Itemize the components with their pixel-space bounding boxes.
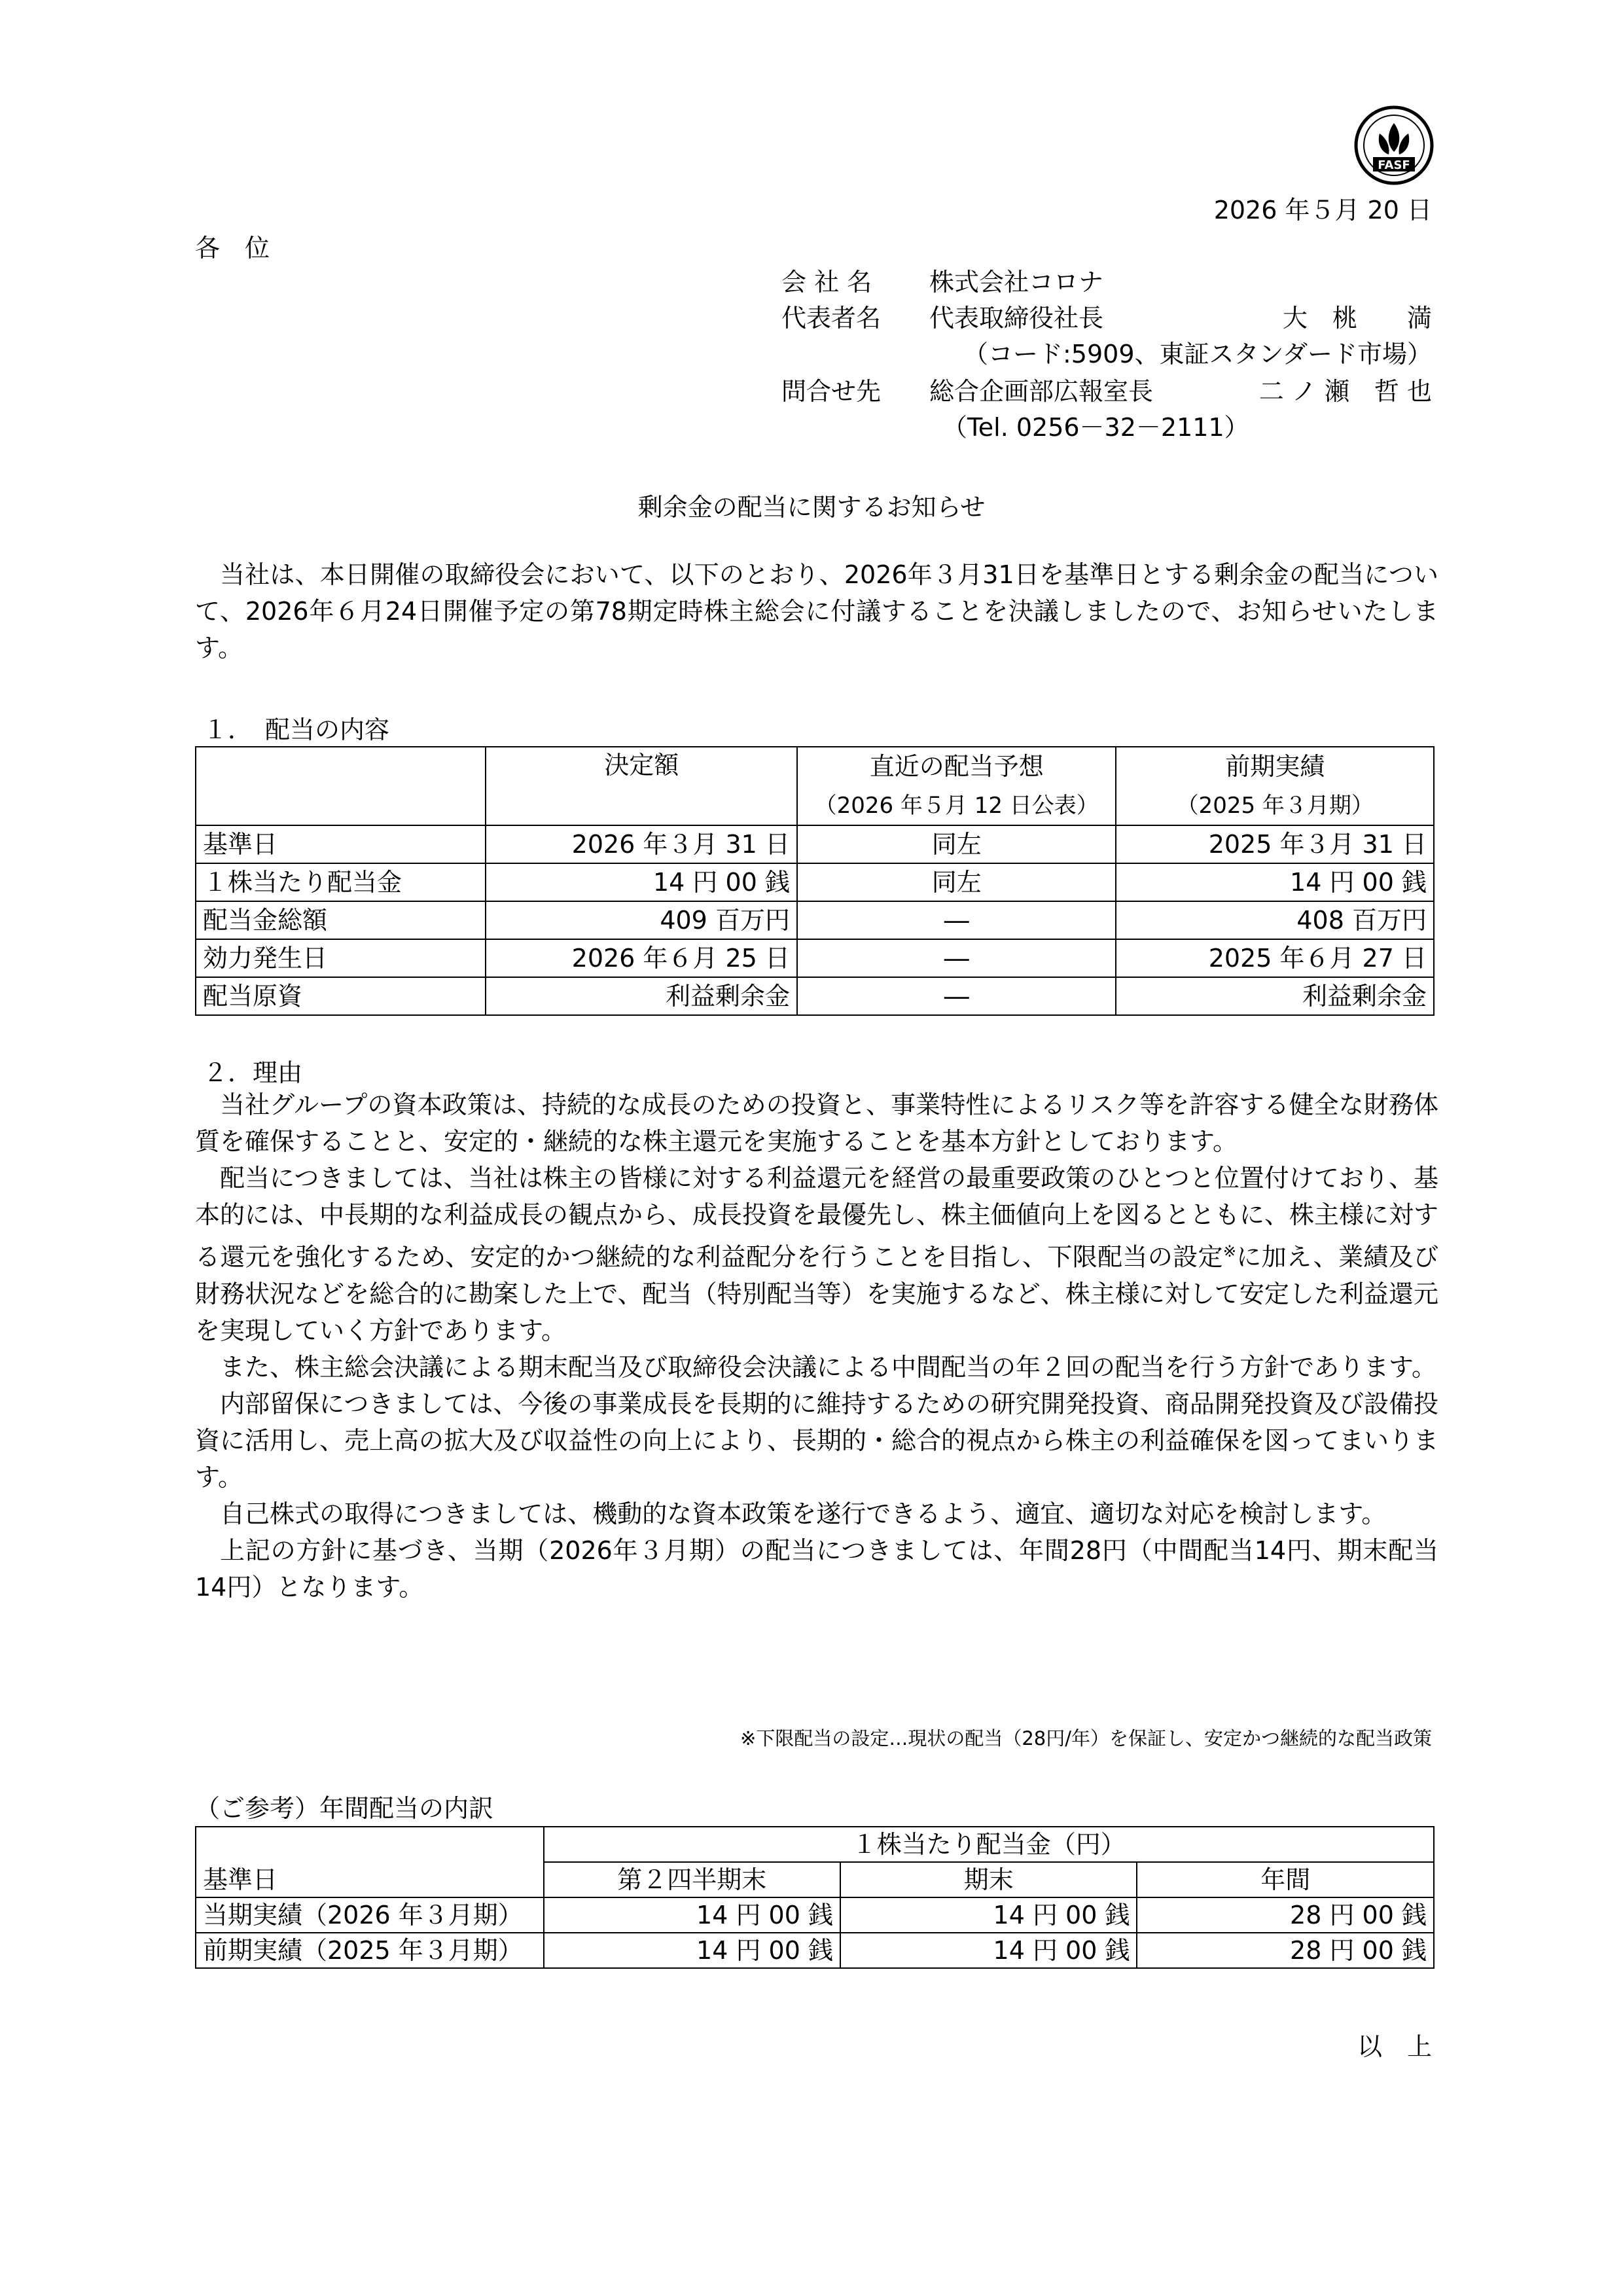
svg-text:FASF: FASF bbox=[1378, 158, 1410, 172]
representative-name: 大 桃 満 bbox=[1282, 304, 1432, 332]
row-label: 前期実績（2025 年３月期） bbox=[196, 1933, 544, 1968]
annual-dividend-table bbox=[195, 1826, 1435, 1969]
table-row bbox=[196, 1933, 1434, 1968]
representative-label: 代表者名 bbox=[781, 304, 882, 332]
table-row bbox=[196, 939, 1434, 977]
empty-cell bbox=[196, 1827, 544, 1862]
intro-paragraph bbox=[195, 556, 1438, 666]
reason-paragraph-3: また、株主総会決議による期末配当及び取締役会決議による中間配当の年２回の配当を行う方針であります。 bbox=[220, 1352, 1436, 1382]
group-header-row bbox=[196, 1827, 1434, 1862]
annual-value: 28 円 00 銭 bbox=[1137, 1933, 1434, 1968]
leaf-emblem-icon bbox=[1353, 105, 1435, 186]
reason-body bbox=[195, 1086, 1438, 1605]
decided-value: 14 円 00 銭 bbox=[486, 863, 797, 901]
section1-heading: １． 配当の内容 bbox=[203, 715, 390, 744]
prior-value: 408 百万円 bbox=[1116, 901, 1434, 939]
intro-text: 当社は、本日開催の取締役会において、以下のとおり、2026年３月31日を基準日とする剰余金の配当について、2026年６月24日開催予定の第78期定時株主総会に付議することを決議しましたので、お知らせいたします。 bbox=[195, 560, 1438, 662]
addressee: 各 位 bbox=[195, 234, 270, 262]
document-title: 剰余金の配当に関するお知らせ bbox=[637, 493, 986, 522]
contact-label: 問合せ先 bbox=[781, 377, 882, 406]
header-cell: 直近の配当予想 （2026 年５月 12 日公表） bbox=[797, 747, 1116, 825]
table-row bbox=[196, 977, 1434, 1015]
annual-value: 28 円 00 銭 bbox=[1137, 1897, 1434, 1933]
prior-value: 14 円 00 銭 bbox=[1116, 863, 1434, 901]
row-label: 基準日 bbox=[196, 825, 486, 863]
prior-value: 2025 年６月 27 日 bbox=[1116, 939, 1434, 977]
forecast-value: 同左 bbox=[797, 825, 1116, 863]
dividend-table-header-row bbox=[196, 747, 1434, 825]
contact-department: 総合企画部広報室長 bbox=[929, 377, 1154, 406]
table-row bbox=[196, 863, 1434, 901]
forecast-value: ― bbox=[797, 939, 1116, 977]
table-row bbox=[196, 825, 1434, 863]
header-cell bbox=[196, 747, 486, 825]
year-end-value: 14 円 00 銭 bbox=[840, 1933, 1137, 1968]
decided-value: 2026 年３月 31 日 bbox=[486, 825, 797, 863]
q2-value: 14 円 00 銭 bbox=[544, 1933, 840, 1968]
header-cell: 前期実績 （2025 年３月期） bbox=[1116, 747, 1434, 825]
reason-paragraph-4: 内部留保につきましては、今後の事業成長を長期的に維持するための研究開発投資、商品開発投資及び設備投資に活用し、売上高の拡大及び収益性の向上により、長期的・総合的視点から株主の利益確保を図ってまいります。 bbox=[195, 1389, 1439, 1492]
reason-paragraph-5: 自己株式の取得につきましては、機動的な資本政策を遂行できるよう、適宜、適切な対応を検討します。 bbox=[220, 1499, 1387, 1528]
dividend-table bbox=[195, 746, 1435, 1016]
row-label: 効力発生日 bbox=[196, 939, 486, 977]
prior-value: 2025 年３月 31 日 bbox=[1116, 825, 1434, 863]
year-end-value: 14 円 00 銭 bbox=[840, 1897, 1137, 1933]
closing-mark: 以 上 bbox=[1357, 2032, 1432, 2061]
contact-telephone: （Tel. 0256－32－2111） bbox=[942, 413, 1249, 442]
decided-value: 2026 年６月 25 日 bbox=[486, 939, 797, 977]
row-label: 配当金総額 bbox=[196, 901, 486, 939]
header-cell: 第２四半期末 bbox=[544, 1862, 840, 1897]
header-cell: 期末 bbox=[840, 1862, 1137, 1897]
decided-value: 利益剰余金 bbox=[486, 977, 797, 1015]
header-cell: 年間 bbox=[1137, 1862, 1434, 1897]
table-row bbox=[196, 1897, 1434, 1933]
section2-heading: ２．理由 bbox=[203, 1058, 303, 1087]
reason-paragraph-2: 配当につきましては、当社は株主の皆様に対する利益還元を経営の最重要政策のひとつと位置付けており、基本的には、中長期的な利益成長の観点から、成長投資を最優先し、株主価値向上を図るとともに、株主様に対する還元を強化するため、安定的かつ継続的な利益配分を行うことを目指し、下限配当の設定※に加え、業績及び財務状況などを総合的に勘案した上で、配当（特別配当等）を実施するなど、株主様に対して安定した利益還元を実現していく方針であります。 bbox=[195, 1164, 1439, 1345]
header-cell: 決定額 bbox=[486, 747, 797, 825]
row-label: １株当たり配当金 bbox=[196, 863, 486, 901]
footnote-mark: ※ bbox=[1222, 1242, 1237, 1261]
stock-code: （コード:5909、東証スタンダード市場） bbox=[963, 340, 1432, 368]
forecast-value: 同左 bbox=[797, 863, 1116, 901]
reference-heading: （ご参考）年間配当の内訳 bbox=[195, 1794, 494, 1823]
issue-date: 2026 年５月 20 日 bbox=[1213, 196, 1432, 224]
prior-value: 利益剰余金 bbox=[1116, 977, 1434, 1015]
table-row bbox=[196, 901, 1434, 939]
footnote: ※下限配当の設定…現状の配当（28円/年）を保証し、安定かつ継続的な配当政策 bbox=[740, 1727, 1432, 1749]
q2-value: 14 円 00 銭 bbox=[544, 1897, 840, 1933]
company-name: 株式会社コロナ bbox=[929, 268, 1104, 296]
reason-paragraph-6: 上記の方針に基づき、当期（2026年３月期）の配当につきましては、年間28円（中間配当14円、期末配当14円）となります。 bbox=[195, 1535, 1438, 1602]
contact-name: 二 ノ 瀬 哲 也 bbox=[1258, 377, 1432, 406]
row-label: 当期実績（2026 年３月期） bbox=[196, 1897, 544, 1933]
row-label: 配当原資 bbox=[196, 977, 486, 1015]
forecast-value: ― bbox=[797, 901, 1116, 939]
column-header-row bbox=[196, 1862, 1434, 1897]
forecast-value: ― bbox=[797, 977, 1116, 1015]
fasf-logo bbox=[1353, 105, 1435, 186]
reason-paragraph-1: 当社グループの資本政策は、持続的な成長のための投資と、事業特性によるリスク等を許容する健全な財務体質を確保することと、安定的・継続的な株主還元を実施することを基本方針としております。 bbox=[195, 1090, 1438, 1156]
company-label: 会 社 名 bbox=[781, 268, 872, 296]
group-header: １株当たり配当金（円） bbox=[544, 1827, 1435, 1862]
representative-title: 代表取締役社長 bbox=[929, 304, 1104, 332]
header-cell: 基準日 bbox=[196, 1862, 544, 1897]
decided-value: 409 百万円 bbox=[486, 901, 797, 939]
